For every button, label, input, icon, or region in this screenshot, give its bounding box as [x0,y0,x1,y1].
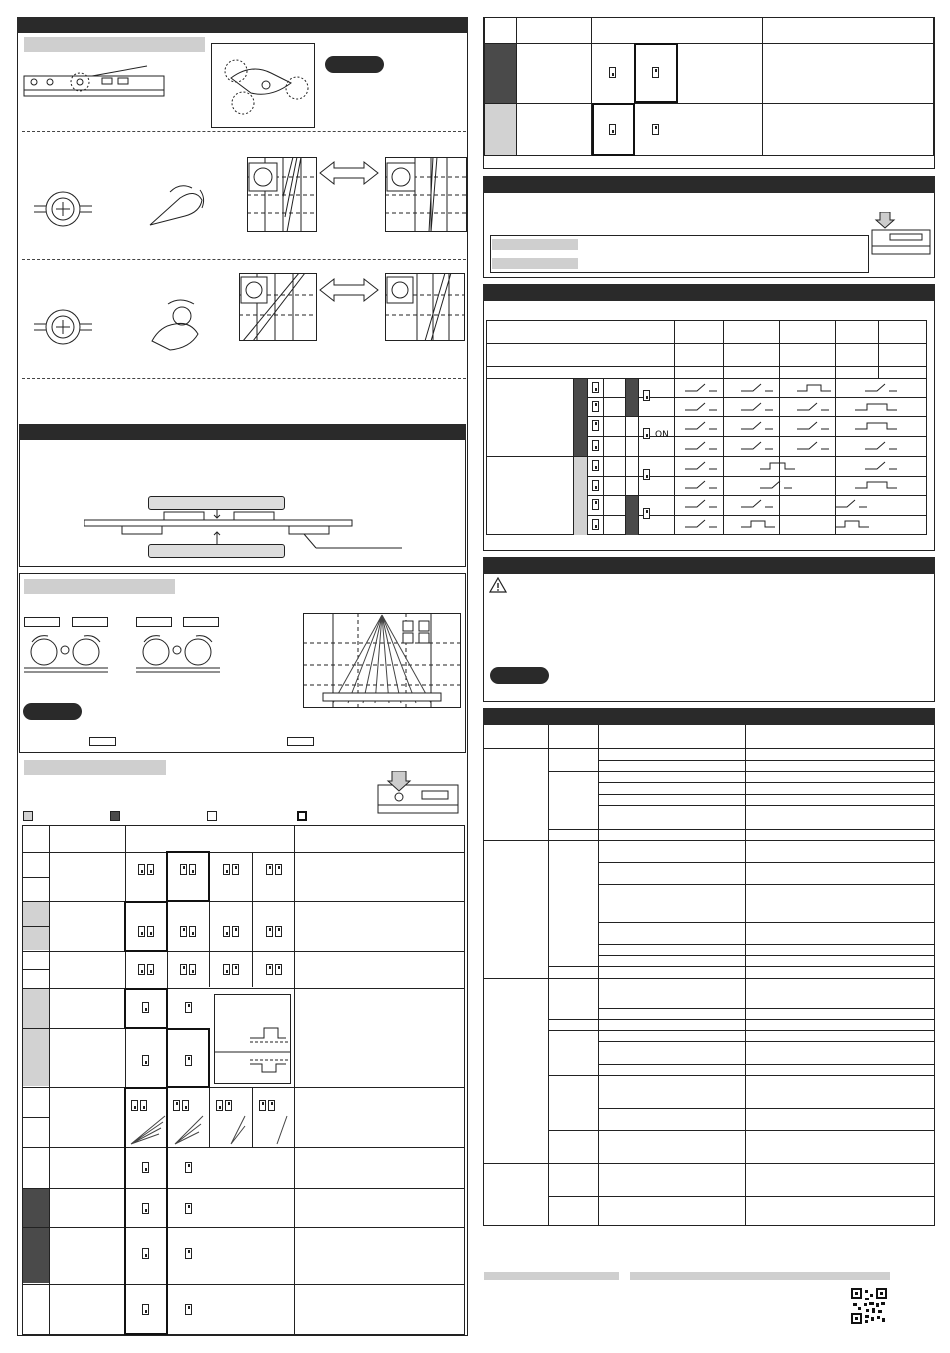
detection-grid-right [385,157,467,232]
section-header-bar [17,17,468,33]
mounting-diagram [84,508,404,550]
double-arrow-icon [318,160,380,186]
subsection-label-bar [24,760,166,775]
section-header-bar [19,424,466,440]
sensor-top-view-icon [22,58,167,108]
legend-swatch-bold [297,811,307,821]
timing-chart [214,994,291,1084]
divider [22,259,466,260]
note-badge [490,667,549,684]
dip-indicator [183,617,219,627]
subsection-label-bar [24,37,205,52]
dip-indicator [136,617,172,627]
section-header-bar [483,708,935,725]
lens-detail-icon [211,43,315,128]
lens-rotate-icon [140,180,210,235]
legend-swatch-white [207,811,217,821]
detection-grid-left [239,273,317,341]
reset-label-1 [492,239,578,250]
divider [22,378,466,379]
divider [22,131,466,132]
lens-pair-right-icon [136,632,220,674]
reset-label-2 [492,258,578,269]
lens-front-icon [34,188,92,230]
section-header-bar [483,176,935,193]
fan-pattern-icon [127,1110,293,1146]
detection-grid-right [385,273,465,341]
subsection-label-bar [24,579,175,594]
sensor-dip-location-icon [376,771,462,823]
qr-code-icon [851,1288,887,1324]
caution-frame [483,557,935,702]
spec-frame [483,708,935,1226]
on-label: ON [655,430,669,440]
output-contact-symbols [675,379,927,535]
dip-indicator [287,737,314,746]
legend-swatch-light [23,811,33,821]
footer-bar-right [630,1272,890,1280]
lens-front-icon [34,306,92,348]
note-badge [325,56,384,73]
dip-indicator [24,617,60,627]
dip-indicator [89,737,116,746]
warning-icon [489,577,507,593]
legend-swatch-dark [110,811,120,821]
footer-bar-left [484,1272,619,1280]
note-badge [23,703,82,720]
section-header-bar [483,284,935,301]
lens-rotate-icon [140,296,210,356]
right-frame-1 [483,17,935,169]
sensor-reset-location-icon [870,212,932,262]
lens-pair-left-icon [24,632,108,674]
section-header-bar [483,557,935,574]
detection-grid-left [247,157,317,232]
dip-indicator [72,617,108,627]
double-arrow-icon [318,277,380,303]
detection-area-diagram [303,613,461,708]
